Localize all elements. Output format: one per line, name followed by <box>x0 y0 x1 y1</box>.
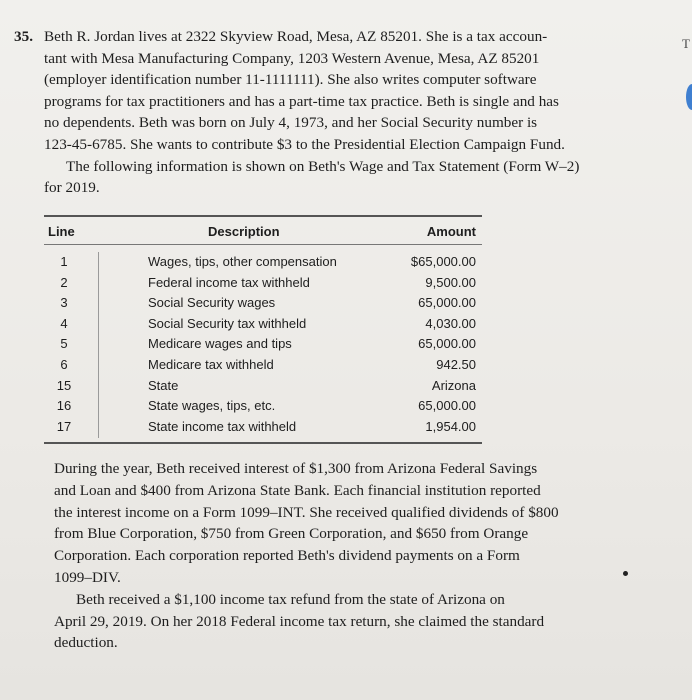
row-amount: 4,030.00 <box>425 315 476 331</box>
margin-highlight-mark <box>686 84 692 110</box>
row-line: 6 <box>60 357 68 372</box>
row-amount: $65,000.00 <box>410 254 476 269</box>
table-row <box>44 398 482 419</box>
paragraph-line: deduction. <box>54 634 118 652</box>
problem-number: 35. <box>14 28 33 45</box>
table-bottom-rule <box>44 442 482 444</box>
table-row <box>44 357 482 378</box>
paragraph-line: and Loan and $400 from Arizona State Bank. Each financial institution reported <box>54 481 541 499</box>
row-description: State income tax withheld <box>148 418 297 434</box>
table-row <box>44 378 482 399</box>
row-amount: 9,500.00 <box>425 274 476 290</box>
paragraph-line: 1099–DIV. <box>54 568 121 586</box>
header-amount: Amount <box>426 224 476 239</box>
problem-line: for 2019. <box>44 179 100 197</box>
margin-character: T <box>682 36 690 51</box>
table-row <box>44 419 482 440</box>
problem-statement <box>14 26 669 199</box>
paragraph-line: from Blue Corporation, $750 from Green Corporation, and $650 from Orange <box>54 525 529 543</box>
row-description: Social Security tax withheld <box>148 315 307 331</box>
paragraph-line: April 29, 2019. On her 2018 Federal income tax return, she claimed the standard <box>54 612 545 630</box>
paragraph-line: Corporation. Each corporation reported Beth's dividend payments on a Form <box>54 547 520 565</box>
row-description: Social Security wages <box>148 295 276 311</box>
row-description: Medicare wages and tips <box>148 336 292 352</box>
row-amount: 65,000.00 <box>418 295 476 311</box>
row-description: State <box>148 377 179 393</box>
problem-text <box>14 26 669 199</box>
row-description: Wages, tips, other compensation <box>148 254 337 269</box>
header-description: Description <box>208 224 280 239</box>
row-description: Medicare tax withheld <box>148 357 274 372</box>
row-line: 5 <box>60 336 68 352</box>
row-amount: 1,954.00 <box>425 418 476 434</box>
row-line: 1 <box>60 254 68 269</box>
table-row <box>44 275 482 296</box>
paragraph-line: During the year, Beth received interest of $1,300 from Arizona Federal Savings <box>54 460 538 477</box>
problem-line: programs for tax practitioners and has a part-time tax practice. Beth is single and has <box>44 92 559 110</box>
paragraph-line: Beth received a $1,100 income tax refund from the state of Arizona on <box>76 590 505 608</box>
problem-line: tant with Mesa Manufacturing Company, 1203 Western Avenue, Mesa, AZ 85201 <box>44 49 540 67</box>
row-line: 16 <box>56 398 72 414</box>
row-amount: Arizona <box>431 377 476 393</box>
table-header-rule <box>44 244 482 245</box>
problem-line: The following information is shown on Beth's Wage and Tax Statement (Form W–2) <box>66 157 580 175</box>
problem-line: (employer identification number 11-1111111). She also writes computer software <box>44 71 537 89</box>
row-line: 17 <box>56 418 72 434</box>
problem-line: Beth R. Jordan lives at 2322 Skyview Road, Mesa, AZ 85201. She is a tax accoun- <box>44 28 548 45</box>
table-top-rule <box>44 215 482 217</box>
row-amount: 65,000.00 <box>418 398 476 414</box>
row-description: Federal income tax withheld <box>148 274 310 290</box>
paragraph-line: the interest income on a Form 1099–INT. She received qualified dividends of $800 <box>54 503 559 521</box>
problem-line: 123-45-6785. She wants to contribute $3 to the Presidential Election Campaign Fund. <box>44 135 565 153</box>
table-row <box>44 254 482 275</box>
row-line: 15 <box>56 377 72 393</box>
table-row <box>44 336 482 357</box>
income-details-paragraph <box>54 458 669 654</box>
row-line: 4 <box>60 315 68 331</box>
row-amount: 942.50 <box>436 357 476 372</box>
row-line: 3 <box>60 295 68 311</box>
table-row <box>44 316 482 337</box>
row-amount: 65,000.00 <box>418 336 476 352</box>
row-line: 2 <box>60 274 68 290</box>
problem-line: no dependents. Beth was born on July 4, 1973, and her Social Security number is <box>44 114 538 132</box>
stray-dot-mark <box>623 571 628 576</box>
header-line: Line <box>48 224 75 239</box>
row-description: State wages, tips, etc. <box>148 398 276 414</box>
table-row <box>44 295 482 316</box>
